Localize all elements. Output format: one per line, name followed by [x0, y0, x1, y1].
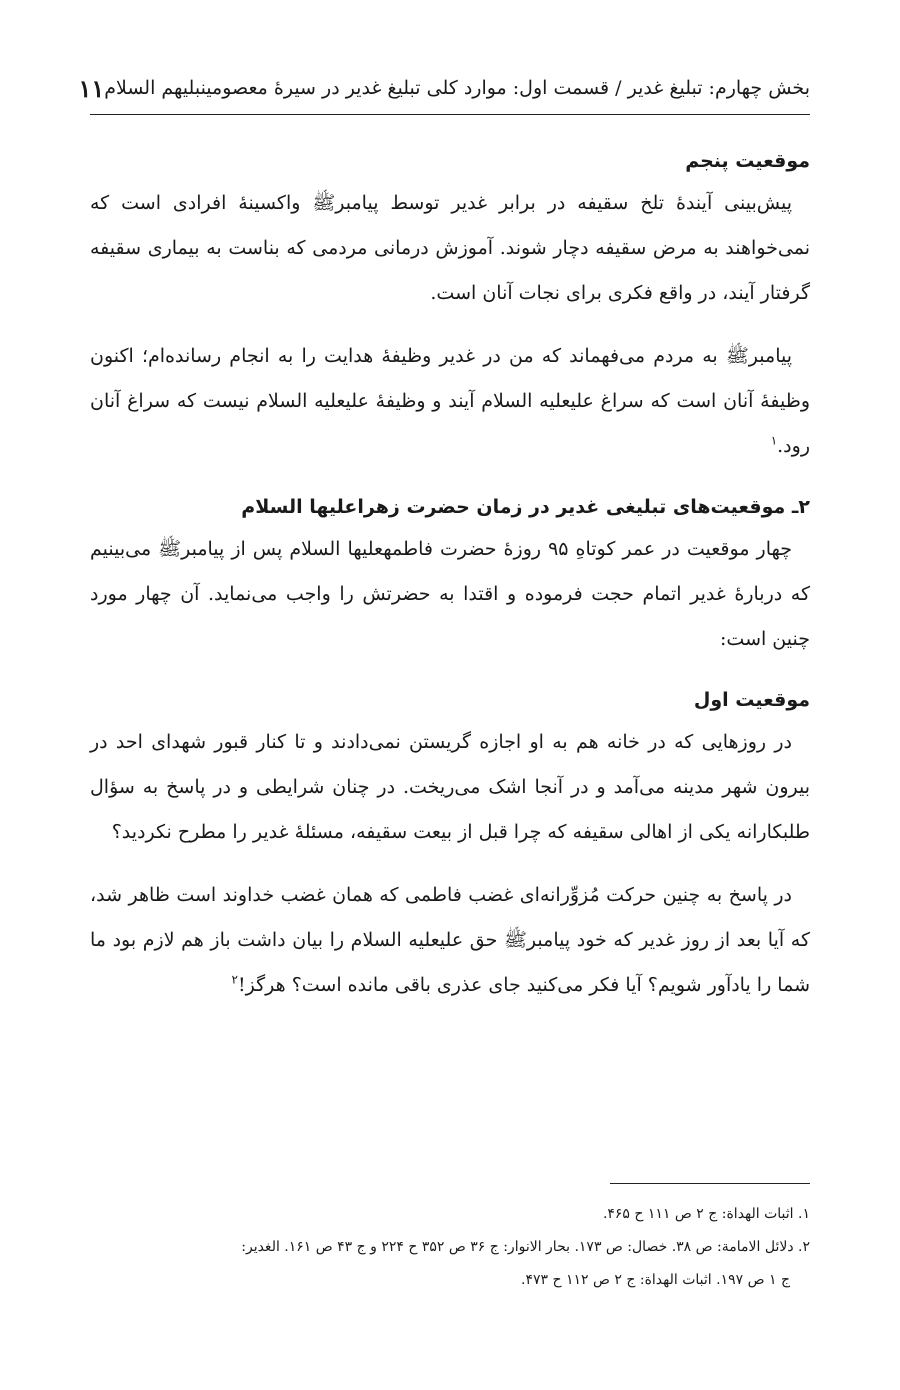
paragraph-text: در روزهایی که در خانه هم به او اجازه گریستن نمی‌دادند و تا کنار قبور شهدای احد در بیرون شهر مدینه می‌آمد و در آنجا اشک می‌ریخت. در چنان شرایطی و در پاسخ به سؤال طلبکارانه یکی از اهالی سقیفه که چرا قبل از بیعت سقیفه، مسئلهٔ غدیر را مطرح نکردید؟ [90, 731, 810, 843]
footnote-ref[interactable]: ۱ [770, 433, 778, 448]
paragraph [90, 334, 810, 469]
section-heading: ۲ـ موقعیت‌های تبلیغی غدیر در زمان حضرت زهراعلیها السلام [241, 496, 810, 518]
footnote-divider [610, 1183, 810, 1184]
section-first-position [90, 680, 810, 855]
page-number: ۱۱ [78, 73, 105, 103]
footnote-2-continuation: ج ۱ ص ۱۹۷. اثبات الهداة: ج ۲ ص ۱۱۲ ح ۴۷۳. [521, 1272, 790, 1288]
paragraph-text: چهار موقعیت در عمر کوتاهِ ۹۵ روزهٔ حضرت فاطمهعلیها السلام پس از پیامبرﷺ می‌بینیم که دربارهٔ غدیر اتمام حجت فرموده و اقتدا به حضرتش را واجب می‌نماید. آن چهار مورد چنین است: [90, 538, 810, 650]
paragraph [90, 873, 810, 1008]
footnotes [90, 1183, 810, 1297]
page-content [90, 141, 810, 1008]
paragraph [90, 181, 810, 316]
section-zahra-positions [90, 487, 810, 662]
book-page [78, 62, 810, 1026]
section-first-position-cont [90, 873, 810, 1008]
section-fifth-position-cont [90, 334, 810, 469]
section-fifth-position [90, 141, 810, 316]
footnote-2: ۲. دلائل الامامة: ص ۳۸. خصال: ص ۱۷۳. بحار الانوار: ج ۳۶ ص ۳۵۲ ح ۲۲۴ و ج ۴۳ ص ۱۶۱. الغدیر: [241, 1239, 810, 1255]
running-header-title: بخش چهارم: تبلیغ غدیر / قسمت اول: موارد کلی تبلیغ غدیر در سیرهٔ معصومینبلیهم السلام [104, 77, 810, 99]
paragraph [90, 720, 810, 855]
paragraph-text: در پاسخ به چنین حرکت مُزوِّرانه‌ای غضب فاطمی که همان غضب خداوند است ظاهر شد، که آیا بعد از روز غدیر که خود پیامبرﷺ حق علیعلیه السلام را بیان داشت باز هم لازم بود ما شما را یادآور شویم؟ آیا فکر می‌کنید جای عذری باقی مانده است؟ هرگز! [90, 884, 810, 996]
section-heading: موقعیت پنجم [685, 150, 810, 172]
paragraph-text: پیامبرﷺ به مردم می‌فهماند که من در غدیر وظیفهٔ هدایت را به انجام رسانده‌ام؛ اکنون وظیفهٔ آنان است که سراغ علیعلیه السلام آیند و وظیفهٔ علیعلیه السلام نیست که سراغ آنان رود. [90, 345, 810, 457]
running-header [78, 62, 810, 115]
paragraph-text: پیش‌بینی آیندهٔ تلخ سقیفه در برابر غدیر توسط پیامبرﷺ واکسینهٔ افرادی است که نمی‌خواهند به مرض سقیفه دچار شوند. آموزش درمانی مردمی که بناست به بیماری سقیفه گرفتار آیند، در واقع فکری برای نجات آنان است. [90, 192, 810, 304]
footnote-1: ۱. اثبات الهداة: ج ۲ ص ۱۱۱ ح ۴۶۵. [602, 1206, 810, 1222]
section-heading: موقعیت اول [693, 689, 810, 711]
footnote-ref[interactable]: ۲ [231, 972, 238, 987]
paragraph [90, 527, 810, 662]
